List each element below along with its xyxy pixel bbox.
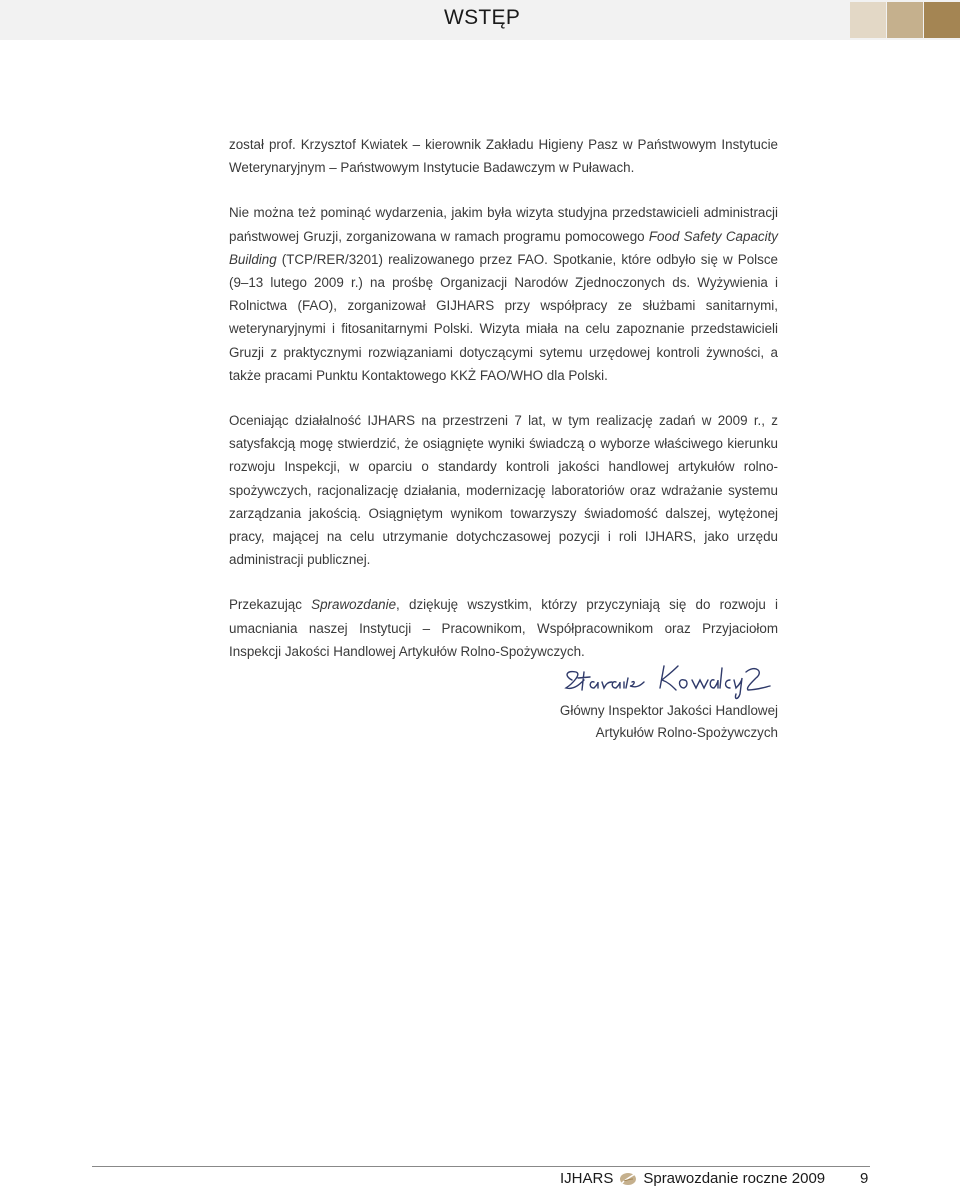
signatory-title-line-1: Główny Inspektor Jakości Handlowej [559,703,778,718]
signatory-title-line-2: Artykułów Rolno-Spożywczych [595,725,778,740]
page-number: 9 [860,1170,869,1187]
body-text [229,133,778,663]
paragraph-2-text-b: (TCP/RER/3201) realizowanego przez FAO. Spotkanie, które odbyło się w Polsce (9–13 lutego 2009 r.) na prośbę Organizacji Narodów Zjednoczonych ds. Wyżywienia i Rolnictwa (FAO), zorganizował GIJHARS przy współpracy ze służbami sanitarnymi, weterynaryjnymi i fitosanitarnymi Polski. Wizyta miała na celu zapoznanie przedstawicieli Gruzji z praktycznymi rozwiązaniami dotyczącymi sytemu urzędowej kontroli żywności, a także pracami Punktu Kontaktowego KKŻ FAO/WHO dla Polski. [229,251,778,383]
paragraph-4-text-b: , dziękuję wszystkim, którzy przyczyniają się do rozwoju i umacniania naszej Instytucji – Pracownikom, Współpracownikom oraz Przyjaciołom Inspekcji Jakości Handlowej Artykułów Rolno-Spożywczych. [229,597,778,659]
page-title: WSTĘP [444,6,521,29]
header-bar [0,0,960,40]
accent-swatch-dark [924,2,960,38]
footer-brand-name: IJHARS [560,1170,614,1187]
report-name: Sprawozdanie [311,597,397,613]
leaf-logo-icon [619,1171,637,1187]
signatory-title [560,700,778,744]
footer-divider [92,1166,870,1167]
paragraph-3: Oceniając działalność IJHARS na przestrzeni 7 lat, w tym realizację zadań w 2009 r., z satysfakcją mogę stwierdzić, że osiągnięte wyniki świadczą o wyborze właściwego kierunku rozwoju Inspekcji, w oparciu o standardy kontroli jakości handlowej artykułów rolno-spożywczych, racjonalizację działania, modernizację laboratoriów oraz wdrażanie systemu zarządzania jakością. Osiągniętym wynikom towarzyszy świadomość dalszej, wytężonej pracy, mającej na celu utrzymanie dotychczasowej pozycji i roli IJHARS, jako urzędu administracji publicznej. [229,413,778,568]
paragraph-2-text-a: Nie można też pominąć wydarzenia, jakim była wizyta studyjna przedstawicieli administracji państwowej Gruzji, zorganizowana w ramach programu pomocowego [229,205,778,244]
handwritten-signature [560,650,790,705]
accent-swatch-medium [887,2,923,38]
program-name: Food Safety Capacity Building [229,228,778,267]
footer-report-title: Sprawozdanie roczne 2009 [643,1170,826,1187]
paragraph-2 [229,201,778,387]
accent-swatch-light [850,2,886,38]
paragraph-1: został prof. Krzysztof Kwiatek – kierownik Zakładu Higieny Pasz w Państwowym Instytucie Weterynaryjnym – Państwowym Instytucie Badawczym w Puławach. [229,137,778,176]
footer-brand [560,1170,825,1187]
paragraph-4-text-a: Przekazując [229,597,312,613]
